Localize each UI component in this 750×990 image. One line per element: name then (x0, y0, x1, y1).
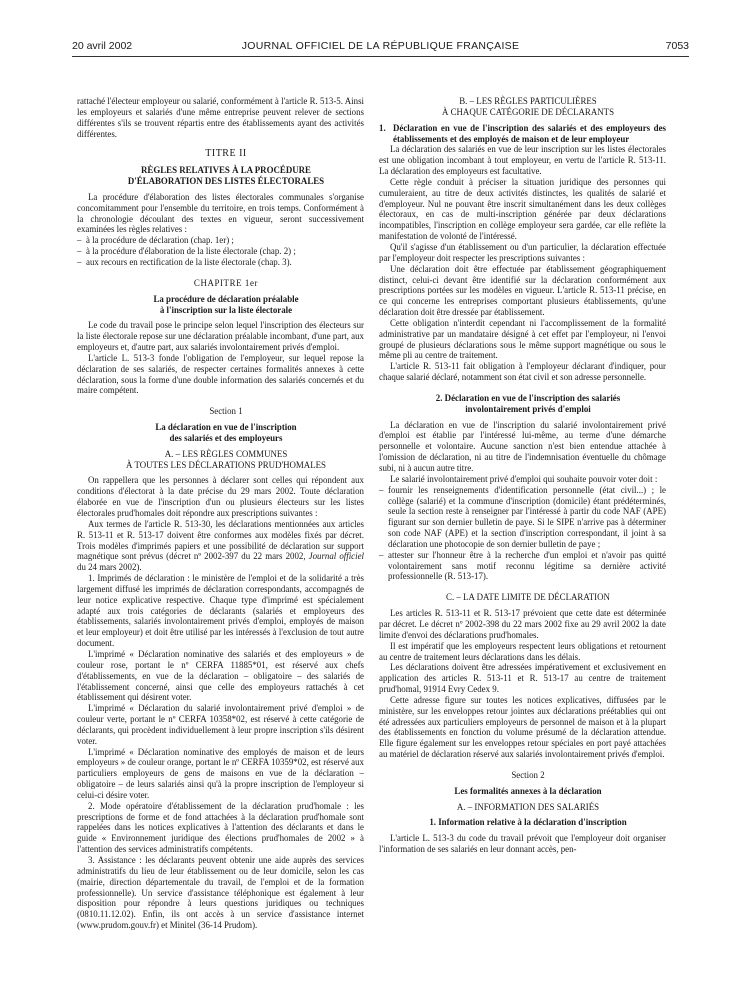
paragraph: Les déclarations doivent être adressées impérativement et exclusivement en application des articles R. 513-11 et R. 513-17 au centre de traitement prud'homal, 91914 Evry Cedex 9. (379, 662, 666, 695)
paragraph: La procédure d'élaboration des listes électorales communales s'organise concomitamment pour l'ensemble du territoire, en trois temps. Conformément à la chronologie découlant des textes en vigueur, seront successivement examinées les règles relatives : (77, 191, 364, 235)
paragraph: On rappellera que les personnes à déclarer sont celles qui répondent aux conditions d'électorat à la date précise du 29 mars 2002. Toute déclaration élaborée en vue de l'inscription d'un ou plusieurs électeurs sur les listes électorales prud'homales doit répondre aux prescriptions suivantes : (77, 475, 364, 518)
paragraph: Cette obligation n'interdit cependant ni l'accomplissement de la formalité administrative par un mandataire désigné à cet effet par l'employeur, ni l'envoi groupé de plusieurs déclarations sous le même support magnétique ou sous le même pli au centre de traitement. (379, 317, 666, 361)
left-column (77, 96, 364, 931)
paragraph: L'imprimé « Déclaration du salarié involontairement privé d'emploi » de couleur verte, portant le nº CERFA 10358*02, est réservé à cette catégorie de déclarants, qui procèdent individuellement à leur propre inscription s'ils désirent voter. (77, 703, 364, 746)
list-item: – à la procédure d'élaboration de la liste électorale (chap. 2) ; (77, 246, 364, 257)
paragraph: 2. Mode opératoire d'établissement de la déclaration prud'homale : les prescriptions de forme et de fond attachées à la déclaration prud'homale sont rappelées dans les notices explicatives à l'attention des déclarants et dans le guide « Environnement juridique des élections prud'homales de 2002 » à l'attention des services administratifs compétents. (77, 800, 364, 855)
subsection-heading: À TOUTES LES DÉCLARATIONS PRUD'HOMALES (126, 459, 326, 470)
titre-heading: TITRE II (205, 148, 247, 160)
list-item: – fournir les renseignements d'identification personnelle (état civil...) ; le collège (salarié) et la commune d'inscription (domicile) étant prédéterminés, seule la section reste à renseigner par l'intéressé à partir du code NAF (APE) figurant sur son dernier bulletin de paye. Si le SIPE n'arrive pas à déterminer son code NAF (APE) et la section d'inscription correspondant, il joint à sa déclaration une photocopie de son dernier bulletin de paye ; (379, 485, 666, 550)
chapter-heading: CHAPITRE 1er (193, 277, 259, 288)
page-header (72, 40, 689, 56)
titre-subtitle: RÈGLES RELATIVES À LA PROCÉDURE (141, 165, 311, 176)
paragraph: Cette règle conduit à préciser la situation juridique des personnes qui cumuleraient, au titre de deux activités distinctes, les qualités de salarié et d'employeur. Nul ne pouvant être inscrit simultanément dans les deux collèges électoraux, en cas de multi-inscription générée par deux déclarations incompatibles, l'inscription en collège employeur sera gardée, car elle reflète la manifestation de volonté de l'intéressé. (379, 176, 666, 242)
chapter-title: La procédure de déclaration préalable (153, 293, 299, 304)
paragraph: Cette adresse figure sur toutes les notices explicatives, diffusées par le ministère, sur les enveloppes retour jointes aux déclarations préétablies qui ont été adressées aux particuliers employeurs de personnel de maison et à la plupart des établissements en fonction du volume présumé de la déclaration attendue. Elle figure également sur les enveloppes retour spéciales en port payé attachées au matériel de déclaration réservé aux salariés involontairement privés d'emploi. (379, 694, 666, 760)
paragraph: 1. Imprimés de déclaration : le ministère de l'emploi et de la solidarité a très largement diffusé les imprimés de déclaration correspondants, accompagnés de leur notice explicative respective. Chaque type d'imprimé est spécialement adapté aux trois catégories de déclarants (salariés et employeurs des établissements, salariés involontairement privés d'emploi, employés de maison et leur employeur) et doit être utilisé par les intéressés à l'exclusion de tout autre document. (77, 573, 364, 649)
chapter-title: à l'inscription sur la liste électorale (159, 304, 293, 315)
list-item: – attester sur l'honneur être à la recherche d'un emploi et n'avoir pas quitté volontairement sans motif reconnu légitime sa dernière activité professionnelle (R. 513-17). (379, 550, 666, 583)
subsection-heading: A. – INFORMATION DES SALARIÉS (456, 801, 600, 812)
numbered-heading: 1. Déclaration en vue de l'inscription des salariés et des employeurs des établissements et des employés de maison et de leur employeur (379, 122, 666, 144)
header-journal-title: JOURNAL OFFICIEL DE LA RÉPUBLIQUE FRANÇAISE (241, 40, 520, 52)
list-item: – à la procédure de déclaration (chap. 1er) ; (77, 235, 364, 246)
section-title: La déclaration en vue de l'inscription (155, 422, 297, 433)
section-heading: Section 2 (511, 769, 545, 780)
paragraph: Le salarié involontairement privé d'emploi qui souhaite pouvoir voter doit : (390, 473, 658, 484)
subsection-heading: A. – LES RÈGLES COMMUNES (164, 448, 288, 459)
section-heading: Section 1 (209, 406, 243, 417)
numbered-heading: 1. Information relative à la déclaration d'inscription (429, 817, 627, 828)
paragraph: L'article L. 513-3 du code du travail prévoit que l'employeur doit organiser l'information de ses salariés en leur donnant accès, pen- (379, 833, 666, 855)
paragraph: Le code du travail pose le principe selon lequel l'inscription des électeurs sur la liste électorale repose sur une déclaration préalable incombant, d'une part, aux employeurs et, d'autre part, aux salariés involontairement privés d'emploi. (77, 320, 364, 353)
right-column (379, 96, 666, 855)
titre-subtitle: D'ÉLABORATION DES LISTES ÉLECTORALES (127, 176, 325, 187)
section-title: Les formalités annexes à la déclaration (454, 785, 602, 796)
header-page-number: 7053 (665, 40, 689, 52)
paragraph: La déclaration en vue de l'inscription du salarié involontairement privé d'emploi est établie par l'intéressé lui-même, au terme d'une démarche personnelle et volontaire. Aucune sanction n'est bien entendue attachée à l'omission de déclaration, ni au titre de l'indemnisation éventuelle du chômage subi, ni à aucun autre titre. (379, 419, 666, 473)
paragraph: La déclaration des salariés en vue de leur inscription sur les listes électorales est une obligation incombant à tout employeur, en vertu de l'article R. 513-11. La déclaration des employeurs est facultative. (379, 144, 666, 177)
section-title: des salariés et des employeurs (169, 432, 283, 443)
paragraph: rattaché l'électeur employeur ou salarié, conformément à l'article R. 513-5. Ainsi les employeurs et salariés d'une même entreprise peuvent relever de sections différentes s'ils se trouvent répartis entre des établissements ayant des activités différentes. (77, 96, 364, 139)
paragraph: L'article R. 513-11 fait obligation à l'employeur déclarant d'indiquer, pour chaque salarié déclaré, notamment son état civil et son adresse personnelle. (379, 361, 666, 383)
paragraph: L'article L. 513-3 fonde l'obligation de l'employeur, sur lequel repose la déclaration de ses salariés, de respecter certaines formalités annexes à cette déclaration, sous la forme d'une double information des salariés concernés et du maire compétent. (77, 352, 364, 396)
subsection-heading: À CHAQUE CATÉGORIE DE DÉCLARANTS (441, 106, 615, 117)
paragraph: Il est impératif que les employeurs respectent leurs obligations et retournent au centre de traitement leurs déclarations dans les délais. (379, 640, 666, 662)
paragraph: Aux termes de l'article R. 513-30, les déclarations mentionnées aux articles R. 513-11 et R. 513-17 doivent être conformes aux modèles fixés par décret. Trois modèles d'imprimés papiers et une possibilité de déclaration sur support magnétique sont prévus (décret nº 2002-397 du 22 mars 2002, Journal officiel du 24 mars 2002). (77, 518, 364, 573)
paragraph: L'imprimé « Déclaration nominative des employés de maison et de leurs employeurs » de couleur orange, portant le nº CERFA 10359*02, est réservé aux particuliers employeurs de gens de maisons en vue de la déclaration – obligatoire – de leurs salariés ainsi qu'à la propre inscription de l'employeur si celui-ci désire voter. (77, 746, 364, 800)
header-rule (72, 56, 689, 57)
numbered-heading: 2. Déclaration en vue de l'inscription des salariés (435, 392, 621, 403)
list-item: – aux recours en rectification de la liste électorale (chap. 3). (77, 257, 364, 268)
numbered-heading: involontairement privés d'emploi (465, 403, 591, 414)
paragraph: Qu'il s'agisse d'un établissement ou d'un particulier, la déclaration effectuée par l'employeur doit respecter les prescriptions suivantes : (379, 241, 666, 263)
paragraph: 3. Assistance : les déclarants peuvent obtenir une aide auprès des services administratifs du lieu de leur établissement ou de leur domicile, selon les cas (mairie, direction départementale du travail, de l'emploi et de la formation professionnelle). Un service d'assistance téléphonique est également à leur disposition pour répondre à leurs questions juridiques ou techniques (0810.11.12.02). Enfin, ils ont accès à un service d'assistance internet (www.prudom.gouv.fr) et Minitel (36-14 Prudom). (77, 855, 364, 931)
paragraph: Une déclaration doit être effectuée par établissement géographiquement distinct, celui-ci devant être identifié sur la déclaration conformément aux prescriptions portées sur les modèles en vigueur. L'article R. 513-11 précise, en ce qui concerne les entreprises comportant plusieurs établissements, qu'une déclaration doit être dressée par établissement. (379, 263, 666, 318)
paragraph: L'imprimé « Déclaration nominative des salariés et des employeurs » de couleur rose, portant le nº CERFA 11885*01, est réservé aux chefs d'établissements, en vue de la déclaration – obligatoire – des salariés de l'établissement concerné, ainsi que celle des employeurs rattachés à cet établissement qui désirent voter. (77, 648, 364, 703)
header-date: 20 avril 2002 (72, 40, 133, 52)
subsection-heading: C. – LA DATE LIMITE DE DÉCLARATION (446, 592, 610, 603)
subsection-heading: B. – LES RÈGLES PARTICULIÈRES (459, 96, 597, 106)
paragraph: Les articles R. 513-11 et R. 513-17 prévoient que cette date est déterminée par décret. Le décret nº 2002-398 du 22 mars 2002 fixe au 29 avril 2002 la date limite d'envoi des déclarations prud'homales. (379, 608, 666, 640)
